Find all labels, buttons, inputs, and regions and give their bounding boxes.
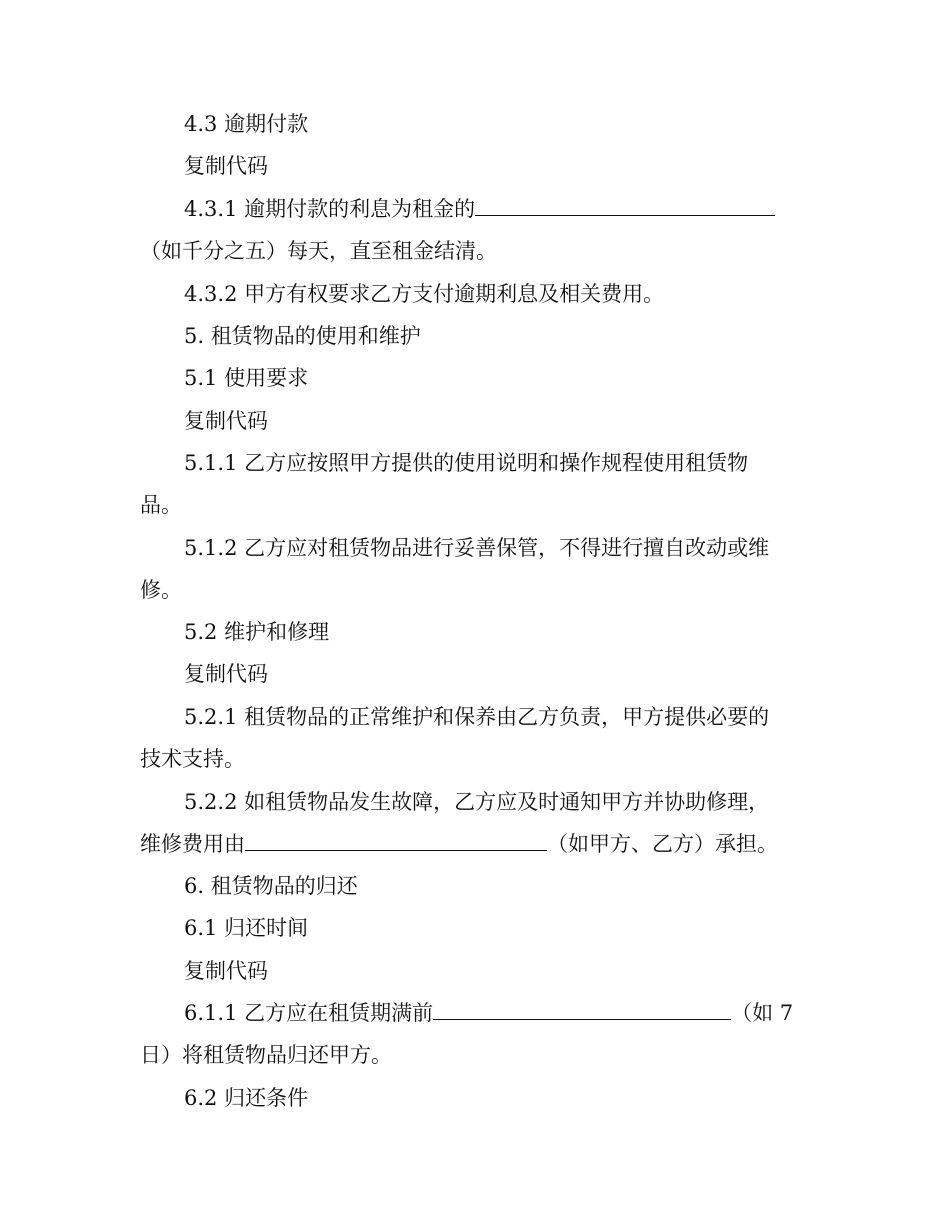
clause-6-1-1-line-1 <box>184 999 793 1027</box>
clause-5-2-2-suffix: （如甲方、乙方）承担。 <box>547 832 778 856</box>
clause-6-1-1-example: （如 7 <box>731 1001 794 1025</box>
clause-5-1-1-line-2: 品。 <box>140 493 182 517</box>
clause-5-1-1-line-1: 5.1.1 乙方应按照甲方提供的使用说明和操作规程使用租赁物 <box>184 451 749 475</box>
section-4-3-heading: 4.3 逾期付款 <box>184 112 309 136</box>
clause-5-2-2-line-2 <box>140 830 778 858</box>
clause-6-1-1-line-2: 日）将租赁物品归还甲方。 <box>140 1043 392 1067</box>
clause-4-3-1-line-1 <box>184 195 775 223</box>
clause-5-2-2-text: 维修费用由 <box>140 832 245 856</box>
section-5-1-heading: 5.1 使用要求 <box>184 366 309 390</box>
copy-code-label: 复制代码 <box>184 409 268 433</box>
section-6-heading: 6. 租赁物品的归还 <box>184 874 358 898</box>
clause-5-2-1-line-1: 5.2.1 租赁物品的正常维护和保养由乙方负责，甲方提供必要的 <box>184 705 770 729</box>
copy-code-label: 复制代码 <box>184 959 268 983</box>
copy-code-label: 复制代码 <box>184 154 268 178</box>
clause-4-3-2: 4.3.2 甲方有权要求乙方支付逾期利息及相关费用。 <box>184 282 665 306</box>
clause-5-1-2-line-1: 5.1.2 乙方应对租赁物品进行妥善保管，不得进行擅自改动或维 <box>184 536 770 560</box>
clause-6-1-1-text: 6.1.1 乙方应在租赁期满前 <box>184 1001 434 1025</box>
fill-blank-return-time <box>433 999 731 1020</box>
copy-code-label: 复制代码 <box>184 662 268 686</box>
section-5-heading: 5. 租赁物品的使用和维护 <box>184 324 421 348</box>
clause-5-2-2-line-1: 5.2.2 如租赁物品发生故障，乙方应及时通知甲方并协助修理， <box>184 790 770 814</box>
clause-5-2-1-line-2: 技术支持。 <box>140 747 245 771</box>
clause-4-3-1-text: 4.3.1 逾期付款的利息为租金的 <box>184 197 476 221</box>
fill-blank-interest-rate <box>475 195 775 216</box>
section-5-2-heading: 5.2 维护和修理 <box>184 620 330 644</box>
clause-5-1-2-line-2: 修。 <box>140 578 182 602</box>
section-6-2-heading: 6.2 归还条件 <box>184 1086 309 1110</box>
fill-blank-repair-payer <box>245 830 547 851</box>
clause-4-3-1-line-2: （如千分之五）每天，直至租金结清。 <box>140 239 497 263</box>
section-6-1-heading: 6.1 归还时间 <box>184 916 309 940</box>
